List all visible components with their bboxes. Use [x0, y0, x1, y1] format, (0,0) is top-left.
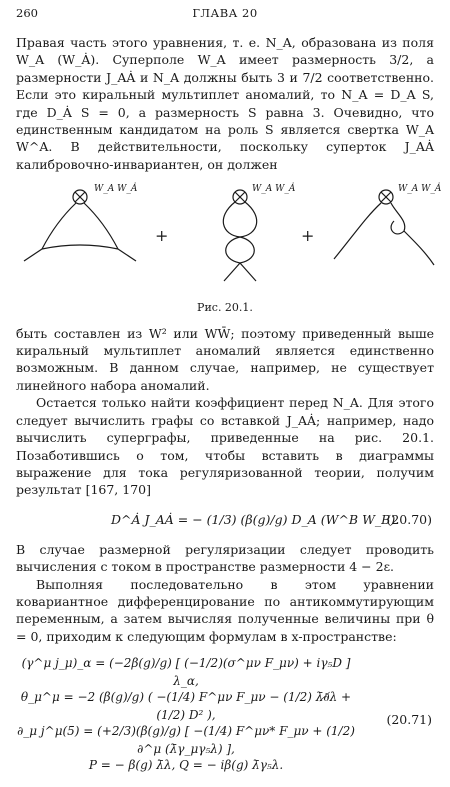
page-number: 260: [16, 6, 38, 20]
loop-top-3: [391, 203, 405, 231]
left-leg-3: [334, 203, 381, 259]
equation-number: (20.70): [386, 511, 432, 527]
paragraph-2: быть составлен из W² или WW̄; поэтому приведенный выше киральный мультиплет аномалий является единственно возможным. В данном случае, например, не существует линейного набора аномалий.: [16, 325, 434, 393]
paragraph-5: Выполняя последовательно в этом уравнении ковариантное дифференцирование по антикоммутирующим переменным, а затем вычисляя полученные величины при θ = 0, приходим к следующим формулам в x-пространстве:: [16, 576, 434, 644]
equation-formula: D^Ȧ J_AȦ = − (1/3) (β(g)/g) D_A (W^B W_B).: [111, 511, 400, 527]
equation-line-4: P = − β(g) λ̄λ, Q = − iβ(g) λ̄γ₅λ.: [88, 758, 284, 773]
vertex-label-3: W_A W_Ȧ: [398, 184, 442, 195]
right-leg-3: [404, 231, 434, 265]
external-leg-2right: [240, 263, 256, 281]
external-leg-left: [24, 249, 42, 261]
page-body: [16, 34, 442, 787]
diagram-figure-eight: [223, 190, 256, 281]
triangle-left-edge: [42, 203, 76, 249]
lower-loop: [226, 237, 255, 263]
diagram-triangle: [24, 190, 136, 261]
paragraph-3: Остается только найти коэффициент перед N_A. Для этого следует вычислить графы со вставкой J_AȦ; например, надо вычислить суперграфы, приведенные на рис. 20.1. Позаботившись о том, чтобы вставить в диаграммы выражение для тока регуляризованной теории, получим результат [167, 170]: [16, 395, 434, 498]
equation-system-number: (20.71): [386, 712, 432, 728]
paragraph-1: Правая часть этого уравнения, т. е. N_A, образована из поля W_A (W_Ȧ). Суперполе W_A имеет размерность 3/2, а размерности J_AȦ и N_A должны быть 3 и 7/2 соответственно. Если это киральный мультиплет аномалий, то N_A = D_A S, где D_Ȧ S = 0, а размерность S равна 3. Очевидно, что единственным кандидатом на роль S является свертка W_A W^A. В действительности, поскольку суперток J_AȦ калибровочно-инвариантен, он должен: [16, 35, 434, 172]
vertex-label-1: W_A W_Ȧ: [94, 184, 138, 195]
running-title: ГЛАВА 20: [192, 6, 258, 20]
plus-sign-2: +: [301, 226, 315, 246]
equation-line-3: ∂_μ j^μ(5) = (+2/3)(β(g)/g) [ −(1/4) F^μν* F_μν + (1/2) ∂^μ (λ̄γ_μγ₅λ) ],: [17, 724, 355, 756]
upper-loop: [223, 202, 256, 237]
paragraph-4: В случае размерной регуляризации следует проводить вычисления с током в пространстве размерности 4 − 2ε.: [16, 541, 434, 575]
page-header: [16, 6, 434, 22]
equation-system-20-71: [16, 651, 434, 787]
equation-line-1: (γ^μ j_μ)_α = (−2β(g)/g) [ (−1/2)(σ^μν F_μν) + iγ₅D ] λ_α,: [21, 656, 351, 688]
diagram-loop-vertex: [334, 190, 434, 265]
figure-caption: Рис. 20.1.: [197, 301, 253, 315]
equation-line-2: θ_μ^μ = −2 (β(g)/g) ( −(1/4) F^μν F_μν − (1/2) λ̄∂̸λ + (1/2) D² ),: [20, 690, 352, 722]
plus-sign-1: +: [155, 226, 169, 246]
loop-closure-3: [391, 221, 404, 234]
feynman-diagrams: [16, 177, 442, 297]
external-leg-2left: [224, 263, 240, 281]
triangle-base: [42, 245, 118, 249]
external-leg-right: [118, 249, 136, 261]
triangle-right-edge: [84, 203, 118, 249]
vertex-label-2: W_A W_Ȧ: [252, 184, 296, 195]
figure-20-1: [16, 177, 442, 297]
equation-20-70: [16, 505, 434, 535]
